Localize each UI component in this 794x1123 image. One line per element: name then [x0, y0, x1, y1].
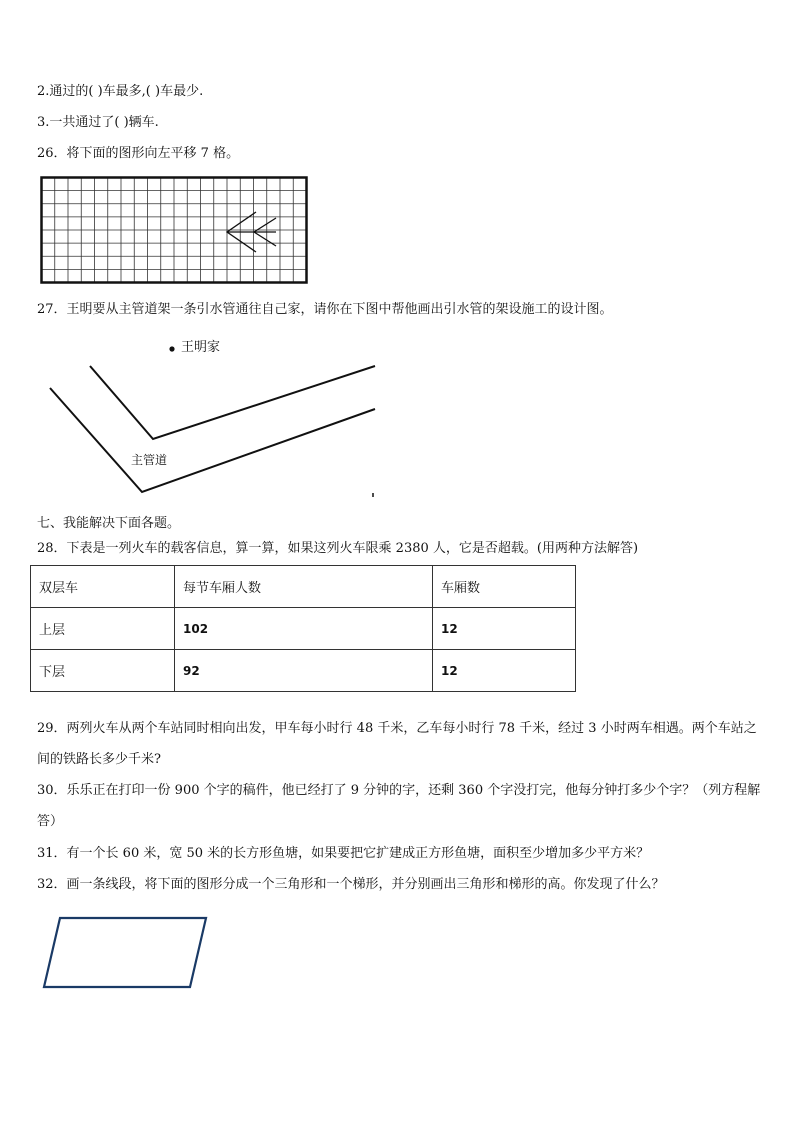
table-cell: 下层: [31, 650, 175, 692]
train-table: [30, 565, 576, 692]
table-row: [31, 650, 576, 692]
house-dot: [169, 346, 174, 351]
arrow-shape: [227, 212, 276, 252]
table-cell: 12: [433, 608, 576, 650]
question-29: 29．两列火车从两个车站同时相向出发，甲车每小时行 48 千米，乙车每小时行 78 千米，经过 3 小时两车相遇。两个车站之间的铁路长多少千米?: [37, 721, 757, 767]
table-header: 每节车厢人数: [175, 566, 433, 608]
grid-figure: [40, 176, 310, 286]
table-cell: 102: [175, 608, 433, 650]
question-27: 27．王明要从主管道架一条引水管通往自己家，请你在下图中帮他画出引水管的架设施工的设计图。: [37, 302, 613, 317]
pipe-figure: [45, 333, 380, 503]
table-cell: 上层: [31, 608, 175, 650]
table-cell: 12: [433, 650, 576, 692]
question-31: 31．有一个长 60 米，宽 50 米的长方形鱼塘，如果要把它扩建成正方形鱼塘，面积至少增加多少平方米？: [37, 846, 650, 861]
table-cell: 92: [175, 650, 433, 692]
question-32: 32．画一条线段，将下面的图形分成一个三角形和一个梯形，并分别画出三角形和梯形的高。你发现了什么？: [37, 877, 665, 892]
house-label: 王明家: [181, 340, 221, 355]
question-30: 30．乐乐正在打印一份 900 个字的稿件，他已经打了 9 分钟的字，还剩 360 个字没打完，他每分钟打多少个字？（列方程解答）: [37, 783, 761, 829]
parallelogram-figure: [40, 912, 212, 992]
table-header: 双层车: [31, 566, 175, 608]
table-header-row: [31, 566, 576, 608]
question-25-sub3: 3.一共通过了( )辆车.: [37, 115, 159, 130]
question-26: 26．将下面的图形向左平移 7 格。: [37, 146, 240, 161]
question-25-sub2: 2.通过的( )车最多,( )车最少.: [37, 84, 204, 99]
table-row: [31, 608, 576, 650]
question-28: 28．下表是一列火车的载客信息，算一算，如果这列火车限乘 2380 人，它是否超载。(用两种方法解答): [37, 541, 639, 556]
main-pipe-upper: [90, 366, 375, 439]
section-7-heading: 七、我能解决下面各题。: [37, 516, 181, 531]
main-pipe-lower: [50, 388, 375, 492]
pipe-label: 主管道: [131, 453, 168, 467]
table-header: 车厢数: [433, 566, 576, 608]
